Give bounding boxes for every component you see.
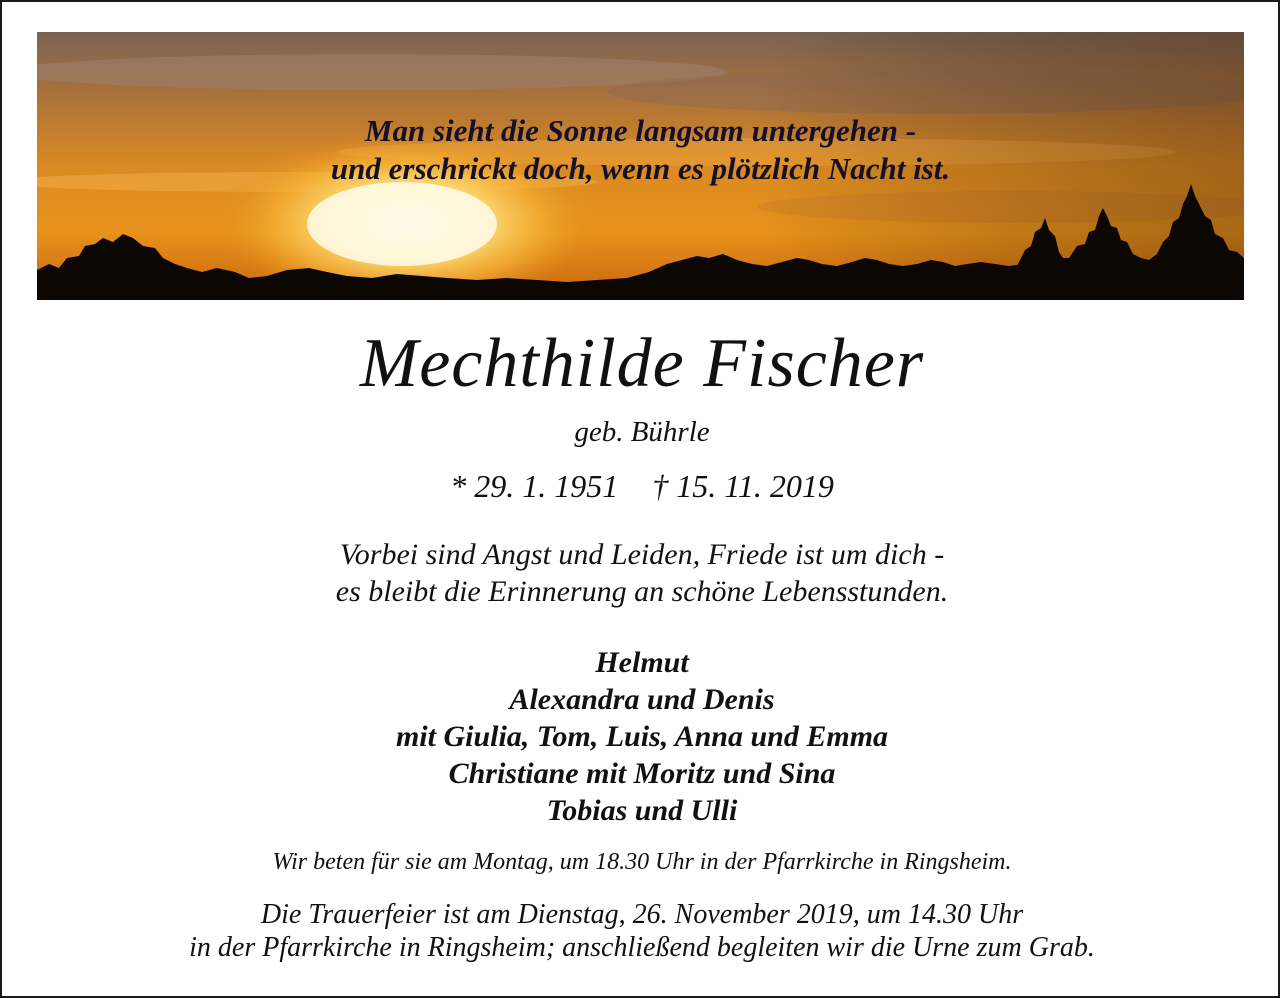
deceased-name: Mechthilde Fischer — [359, 325, 925, 402]
sunset-banner — [37, 32, 1244, 300]
quote-line: und erschrickt doch, wenn es plötzlich Nacht ist. — [330, 151, 951, 186]
verse-line: Vorbei sind Angst und Leiden, Friede ist um dich - — [339, 538, 945, 571]
banner-quote — [37, 112, 1244, 188]
birth-name: geb. Bührle — [574, 416, 710, 448]
funeral-notice — [2, 898, 1280, 964]
funeral-line: Die Trauerfeier ist am Dienstag, 26. November 2019, um 14.30 Uhr — [260, 899, 1024, 930]
mourner-line: Alexandra und Denis — [509, 683, 775, 716]
death-date: † 15. 11. 2019 — [652, 468, 834, 504]
mourner-line: Helmut — [595, 646, 689, 679]
prayer-notice: Wir beten für sie am Montag, um 18.30 Uhr in der Pfarrkirche in Ringsheim. — [272, 849, 1012, 875]
quote-line: Man sieht die Sonne langsam untergehen - — [364, 113, 917, 148]
life-dates — [2, 468, 1280, 505]
birth-date: * 29. 1. 1951 — [450, 468, 619, 504]
memorial-verse — [2, 536, 1280, 610]
verse-line: es bleibt die Erinnerung an schöne Lebensstunden. — [335, 575, 949, 608]
mourner-line: Christiane mit Moritz und Sina — [448, 757, 836, 790]
mourner-line: mit Giulia, Tom, Luis, Anna und Emma — [395, 720, 889, 753]
mourner-line: Tobias und Ulli — [546, 794, 738, 827]
mourners-list — [2, 644, 1280, 829]
funeral-line: in der Pfarrkirche in Ringsheim; anschließend begleiten wir die Urne zum Grab. — [189, 932, 1095, 963]
